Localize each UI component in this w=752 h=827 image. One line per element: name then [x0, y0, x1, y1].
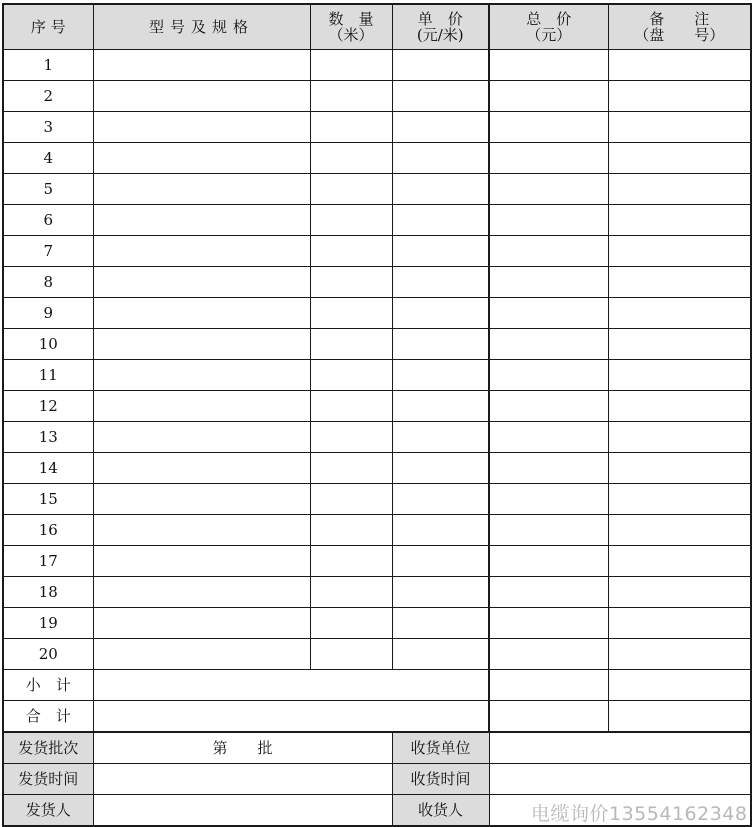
unit-price-cell[interactable] [392, 50, 489, 81]
spec-cell[interactable] [93, 236, 310, 267]
row-index: 6 [3, 205, 93, 236]
header-seq: 序 号 [3, 4, 93, 50]
quantity-cell[interactable] [310, 608, 392, 639]
quantity-cell[interactable] [310, 205, 392, 236]
total-price-cell[interactable] [489, 81, 608, 112]
item-rows [3, 50, 751, 670]
row-index: 17 [3, 546, 93, 577]
row-index: 5 [3, 174, 93, 205]
table-row [3, 546, 751, 577]
row-index: 8 [3, 267, 93, 298]
table-row [3, 205, 751, 236]
row-index: 4 [3, 143, 93, 174]
unit-price-cell[interactable] [392, 205, 489, 236]
header-total-price: 总 价 （元） [489, 4, 608, 50]
row-index: 14 [3, 453, 93, 484]
spec-cell[interactable] [93, 639, 310, 670]
spec-cell[interactable] [93, 298, 310, 329]
row-index: 10 [3, 329, 93, 360]
quantity-cell[interactable] [310, 484, 392, 515]
row-index: 13 [3, 422, 93, 453]
unit-price-cell[interactable] [392, 174, 489, 205]
unit-price-cell[interactable] [392, 422, 489, 453]
header-unit-price: 单 价 (元/米) [392, 4, 489, 50]
subtotal-value[interactable] [93, 670, 489, 701]
unit-price-cell[interactable] [392, 484, 489, 515]
remark-cell[interactable] [608, 50, 751, 81]
batch-label: 发货批次 [3, 732, 93, 764]
remark-cell[interactable] [608, 422, 751, 453]
total-price-cell[interactable] [489, 174, 608, 205]
cable-order-table [2, 3, 752, 827]
remark-cell[interactable] [608, 298, 751, 329]
spec-cell[interactable] [93, 112, 310, 143]
quantity-cell[interactable] [310, 50, 392, 81]
quantity-cell[interactable] [310, 236, 392, 267]
spec-cell[interactable] [93, 143, 310, 174]
spec-cell[interactable] [93, 515, 310, 546]
grand-total-value[interactable] [93, 701, 489, 733]
batch-value[interactable]: 第 批 [93, 732, 392, 764]
total-price-cell[interactable] [489, 298, 608, 329]
quantity-cell[interactable] [310, 174, 392, 205]
row-index: 3 [3, 112, 93, 143]
table-row [3, 391, 751, 422]
subtotal-remark[interactable] [608, 670, 751, 701]
remark-cell[interactable] [608, 267, 751, 298]
table-row [3, 112, 751, 143]
remark-cell[interactable] [608, 639, 751, 670]
total-price-cell[interactable] [489, 577, 608, 608]
table-row [3, 143, 751, 174]
quantity-cell[interactable] [310, 298, 392, 329]
spec-cell[interactable] [93, 391, 310, 422]
ship-time-label: 发货时间 [3, 764, 93, 795]
grand-total-label: 合 计 [3, 701, 93, 733]
row-index: 1 [3, 50, 93, 81]
time-row [3, 764, 751, 795]
spec-cell[interactable] [93, 81, 310, 112]
total-price-cell[interactable] [489, 422, 608, 453]
total-price-cell[interactable] [489, 639, 608, 670]
spec-cell[interactable] [93, 50, 310, 81]
row-index: 19 [3, 608, 93, 639]
total-price-cell[interactable] [489, 608, 608, 639]
table-row [3, 267, 751, 298]
grand-total-total[interactable] [489, 701, 608, 733]
quantity-cell[interactable] [310, 546, 392, 577]
remark-cell[interactable] [608, 391, 751, 422]
spec-cell[interactable] [93, 205, 310, 236]
unit-price-cell[interactable] [392, 608, 489, 639]
total-price-cell[interactable] [489, 112, 608, 143]
unit-price-cell[interactable] [392, 639, 489, 670]
spec-cell[interactable] [93, 174, 310, 205]
quantity-cell[interactable] [310, 81, 392, 112]
row-index: 16 [3, 515, 93, 546]
quantity-cell[interactable] [310, 267, 392, 298]
total-price-cell[interactable] [489, 515, 608, 546]
remark-cell[interactable] [608, 515, 751, 546]
grand-total-row [3, 701, 751, 733]
total-price-cell[interactable] [489, 143, 608, 174]
quantity-cell[interactable] [310, 639, 392, 670]
remark-cell[interactable] [608, 453, 751, 484]
quantity-cell[interactable] [310, 360, 392, 391]
total-price-cell[interactable] [489, 267, 608, 298]
unit-price-cell[interactable] [392, 267, 489, 298]
spec-cell[interactable] [93, 484, 310, 515]
quantity-cell[interactable] [310, 577, 392, 608]
receiver-unit-value[interactable] [489, 732, 751, 764]
remark-cell[interactable] [608, 174, 751, 205]
header-row [3, 4, 751, 50]
table-row [3, 236, 751, 267]
ship-time-value[interactable] [93, 764, 392, 795]
spec-cell[interactable] [93, 267, 310, 298]
table-row [3, 298, 751, 329]
spec-cell[interactable] [93, 608, 310, 639]
unit-price-cell[interactable] [392, 515, 489, 546]
table-row [3, 484, 751, 515]
total-price-cell[interactable] [489, 205, 608, 236]
unit-price-cell[interactable] [392, 546, 489, 577]
header-spec: 型号及规格 [93, 4, 310, 50]
receive-time-value[interactable] [489, 764, 751, 795]
receive-time-label: 收货时间 [392, 764, 489, 795]
receiver-label: 收货人 [392, 795, 489, 827]
total-price-cell[interactable] [489, 329, 608, 360]
batch-row [3, 732, 751, 764]
remark-cell[interactable] [608, 236, 751, 267]
table-row [3, 360, 751, 391]
table-row [3, 81, 751, 112]
unit-price-cell[interactable] [392, 391, 489, 422]
unit-price-cell[interactable] [392, 329, 489, 360]
spec-cell[interactable] [93, 360, 310, 391]
quantity-cell[interactable] [310, 112, 392, 143]
subtotal-row [3, 670, 751, 701]
table-row [3, 515, 751, 546]
total-price-cell[interactable] [489, 453, 608, 484]
subtotal-total[interactable] [489, 670, 608, 701]
unit-price-cell[interactable] [392, 143, 489, 174]
spec-cell[interactable] [93, 329, 310, 360]
unit-price-cell[interactable] [392, 360, 489, 391]
header-remark: 备 注 （盘 号） [608, 4, 751, 50]
shipper-value[interactable] [93, 795, 392, 827]
remark-cell[interactable] [608, 81, 751, 112]
unit-price-cell[interactable] [392, 236, 489, 267]
remark-cell[interactable] [608, 112, 751, 143]
table-row [3, 608, 751, 639]
grand-total-remark[interactable] [608, 701, 751, 733]
remark-cell[interactable] [608, 608, 751, 639]
remark-cell[interactable] [608, 143, 751, 174]
row-index: 11 [3, 360, 93, 391]
quantity-cell[interactable] [310, 391, 392, 422]
row-index: 15 [3, 484, 93, 515]
unit-price-cell[interactable] [392, 298, 489, 329]
table-row [3, 50, 751, 81]
unit-price-cell[interactable] [392, 81, 489, 112]
quantity-cell[interactable] [310, 329, 392, 360]
quantity-cell[interactable] [310, 422, 392, 453]
row-index: 20 [3, 639, 93, 670]
row-index: 18 [3, 577, 93, 608]
total-price-cell[interactable] [489, 391, 608, 422]
row-index: 12 [3, 391, 93, 422]
total-price-cell[interactable] [489, 546, 608, 577]
row-index: 7 [3, 236, 93, 267]
spec-cell[interactable] [93, 577, 310, 608]
quantity-cell[interactable] [310, 143, 392, 174]
table-row [3, 422, 751, 453]
subtotal-label: 小 计 [3, 670, 93, 701]
table-row [3, 577, 751, 608]
remark-cell[interactable] [608, 577, 751, 608]
row-index: 9 [3, 298, 93, 329]
shipper-label: 发货人 [3, 795, 93, 827]
quantity-cell[interactable] [310, 515, 392, 546]
unit-price-cell[interactable] [392, 577, 489, 608]
spec-cell[interactable] [93, 546, 310, 577]
spec-cell[interactable] [93, 453, 310, 484]
remark-cell[interactable] [608, 484, 751, 515]
table-row [3, 174, 751, 205]
table-row [3, 639, 751, 670]
receiver-unit-label: 收货单位 [392, 732, 489, 764]
header-quantity: 数 量 （米） [310, 4, 392, 50]
total-price-cell[interactable] [489, 484, 608, 515]
total-price-cell[interactable] [489, 360, 608, 391]
table-row [3, 453, 751, 484]
spec-cell[interactable] [93, 422, 310, 453]
total-price-cell[interactable] [489, 50, 608, 81]
table-row [3, 329, 751, 360]
row-index: 2 [3, 81, 93, 112]
remark-cell[interactable] [608, 546, 751, 577]
unit-price-cell[interactable] [392, 453, 489, 484]
total-price-cell[interactable] [489, 236, 608, 267]
remark-cell[interactable] [608, 205, 751, 236]
watermark-text: 电缆询价13554162348 [531, 803, 748, 825]
remark-cell[interactable] [608, 360, 751, 391]
remark-cell[interactable] [608, 329, 751, 360]
quantity-cell[interactable] [310, 453, 392, 484]
unit-price-cell[interactable] [392, 112, 489, 143]
